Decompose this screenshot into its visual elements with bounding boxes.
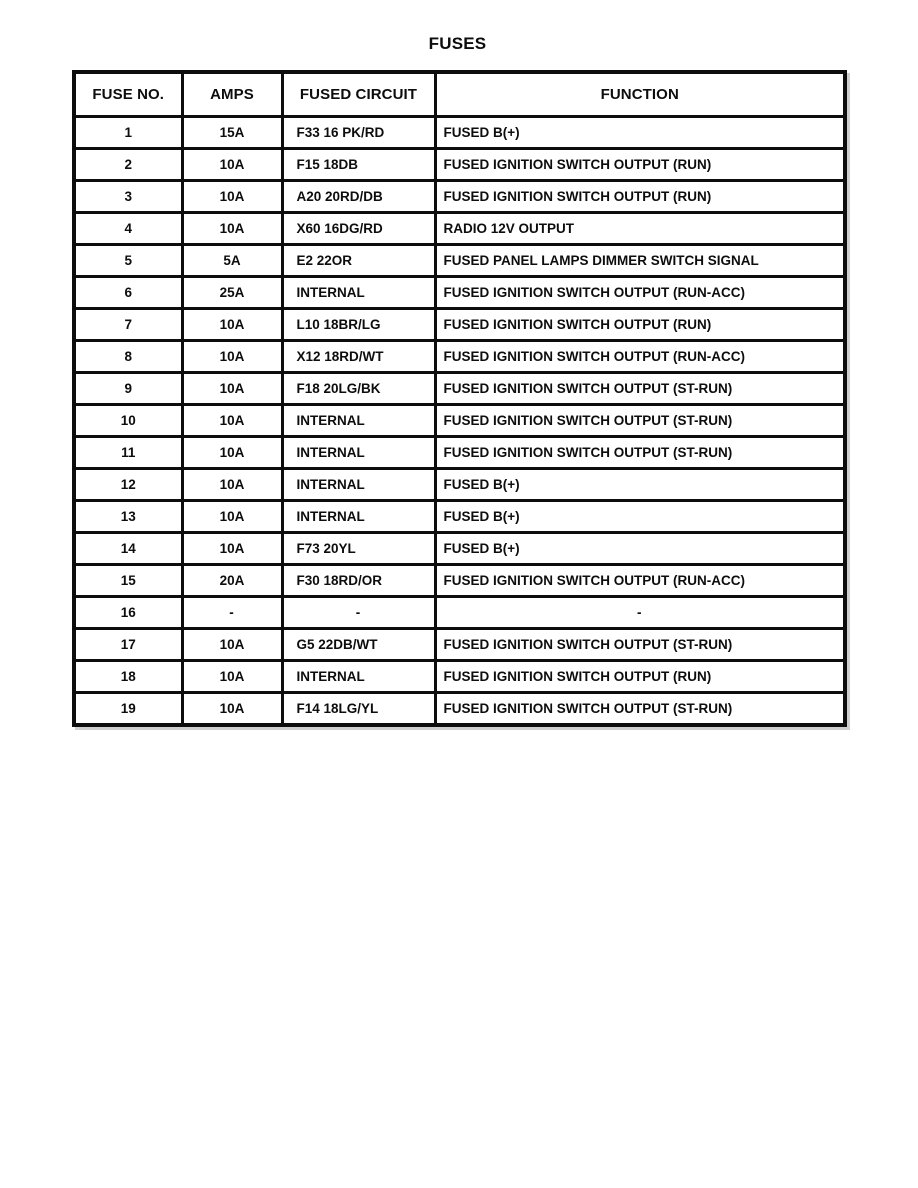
cell-function: FUSED B(+)	[435, 469, 845, 501]
cell-amps: 25A	[182, 277, 282, 309]
cell-amps: 10A	[182, 309, 282, 341]
table-row	[74, 117, 845, 149]
cell-function: FUSED IGNITION SWITCH OUTPUT (RUN)	[435, 309, 845, 341]
cell-fused-circuit: INTERNAL	[282, 437, 435, 469]
cell-function: FUSED IGNITION SWITCH OUTPUT (RUN-ACC)	[435, 565, 845, 597]
table-row	[74, 437, 845, 469]
cell-amps: 10A	[182, 405, 282, 437]
cell-function: -	[435, 597, 845, 629]
cell-fused-circuit: INTERNAL	[282, 661, 435, 693]
cell-fused-circuit: INTERNAL	[282, 405, 435, 437]
cell-function: FUSED IGNITION SWITCH OUTPUT (RUN)	[435, 149, 845, 181]
cell-amps: 15A	[182, 117, 282, 149]
table-row	[74, 629, 845, 661]
cell-fuse-no: 5	[74, 245, 182, 277]
col-header-fuse-no: FUSE NO.	[74, 72, 182, 117]
page-title: FUSES	[428, 34, 487, 53]
table-row	[74, 661, 845, 693]
fuses-table-body	[74, 117, 845, 726]
cell-function: FUSED IGNITION SWITCH OUTPUT (RUN)	[435, 661, 845, 693]
cell-function: FUSED IGNITION SWITCH OUTPUT (ST-RUN)	[435, 437, 845, 469]
cell-fuse-no: 3	[74, 181, 182, 213]
cell-fuse-no: 13	[74, 501, 182, 533]
table-row	[74, 501, 845, 533]
cell-fuse-no: 1	[74, 117, 182, 149]
table-row	[74, 149, 845, 181]
table-header-row	[74, 72, 845, 117]
cell-fuse-no: 14	[74, 533, 182, 565]
cell-function: FUSED IGNITION SWITCH OUTPUT (ST-RUN)	[435, 629, 845, 661]
cell-function: FUSED IGNITION SWITCH OUTPUT (ST-RUN)	[435, 373, 845, 405]
cell-fused-circuit: X12 18RD/WT	[282, 341, 435, 373]
cell-amps: 10A	[182, 213, 282, 245]
cell-fuse-no: 11	[74, 437, 182, 469]
cell-fused-circuit: F18 20LG/BK	[282, 373, 435, 405]
cell-fuse-no: 8	[74, 341, 182, 373]
cell-amps: 10A	[182, 181, 282, 213]
cell-fuse-no: 4	[74, 213, 182, 245]
cell-function: FUSED IGNITION SWITCH OUTPUT (RUN-ACC)	[435, 341, 845, 373]
cell-fuse-no: 7	[74, 309, 182, 341]
cell-amps: 10A	[182, 149, 282, 181]
table-row	[74, 373, 845, 405]
cell-amps: 10A	[182, 469, 282, 501]
table-row	[74, 533, 845, 565]
cell-fuse-no: 17	[74, 629, 182, 661]
cell-fuse-no: 6	[74, 277, 182, 309]
cell-fused-circuit: F33 16 PK/RD	[282, 117, 435, 149]
cell-amps: 5A	[182, 245, 282, 277]
cell-amps: 10A	[182, 661, 282, 693]
cell-fuse-no: 16	[74, 597, 182, 629]
table-row	[74, 213, 845, 245]
cell-fused-circuit: F73 20YL	[282, 533, 435, 565]
cell-amps: 10A	[182, 437, 282, 469]
cell-fuse-no: 15	[74, 565, 182, 597]
cell-amps: 20A	[182, 565, 282, 597]
fuses-table	[72, 70, 847, 727]
cell-fuse-no: 18	[74, 661, 182, 693]
col-header-amps: AMPS	[182, 72, 282, 117]
cell-function: FUSED PANEL LAMPS DIMMER SWITCH SIGNAL	[435, 245, 845, 277]
table-row	[74, 469, 845, 501]
cell-function: RADIO 12V OUTPUT	[435, 213, 845, 245]
cell-fused-circuit: L10 18BR/LG	[282, 309, 435, 341]
table-row	[74, 277, 845, 309]
cell-fused-circuit: E2 22OR	[282, 245, 435, 277]
table-row	[74, 309, 845, 341]
cell-fused-circuit: F30 18RD/OR	[282, 565, 435, 597]
table-row	[74, 245, 845, 277]
table-row	[74, 565, 845, 597]
cell-fuse-no: 12	[74, 469, 182, 501]
cell-fused-circuit: INTERNAL	[282, 501, 435, 533]
cell-amps: 10A	[182, 341, 282, 373]
cell-amps: 10A	[182, 629, 282, 661]
cell-amps: -	[182, 597, 282, 629]
col-header-fused-circuit: FUSED CIRCUIT	[282, 72, 435, 117]
col-header-function: FUNCTION	[435, 72, 845, 117]
cell-function: FUSED B(+)	[435, 533, 845, 565]
cell-amps: 10A	[182, 373, 282, 405]
cell-fuse-no: 10	[74, 405, 182, 437]
cell-function: FUSED B(+)	[435, 117, 845, 149]
cell-fused-circuit: F14 18LG/YL	[282, 693, 435, 726]
cell-function: FUSED IGNITION SWITCH OUTPUT (RUN-ACC)	[435, 277, 845, 309]
cell-fused-circuit: A20 20RD/DB	[282, 181, 435, 213]
cell-fused-circuit: -	[282, 597, 435, 629]
cell-function: FUSED IGNITION SWITCH OUTPUT (ST-RUN)	[435, 693, 845, 726]
cell-fused-circuit: G5 22DB/WT	[282, 629, 435, 661]
cell-amps: 10A	[182, 501, 282, 533]
cell-fused-circuit: X60 16DG/RD	[282, 213, 435, 245]
table-row	[74, 597, 845, 629]
cell-amps: 10A	[182, 693, 282, 726]
cell-amps: 10A	[182, 533, 282, 565]
cell-function: FUSED IGNITION SWITCH OUTPUT (RUN)	[435, 181, 845, 213]
cell-function: FUSED B(+)	[435, 501, 845, 533]
table-row	[74, 341, 845, 373]
cell-fuse-no: 9	[74, 373, 182, 405]
cell-fused-circuit: INTERNAL	[282, 469, 435, 501]
cell-function: FUSED IGNITION SWITCH OUTPUT (ST-RUN)	[435, 405, 845, 437]
cell-fused-circuit: INTERNAL	[282, 277, 435, 309]
table-row	[74, 181, 845, 213]
cell-fuse-no: 2	[74, 149, 182, 181]
table-row	[74, 693, 845, 726]
cell-fuse-no: 19	[74, 693, 182, 726]
table-row	[74, 405, 845, 437]
cell-fused-circuit: F15 18DB	[282, 149, 435, 181]
